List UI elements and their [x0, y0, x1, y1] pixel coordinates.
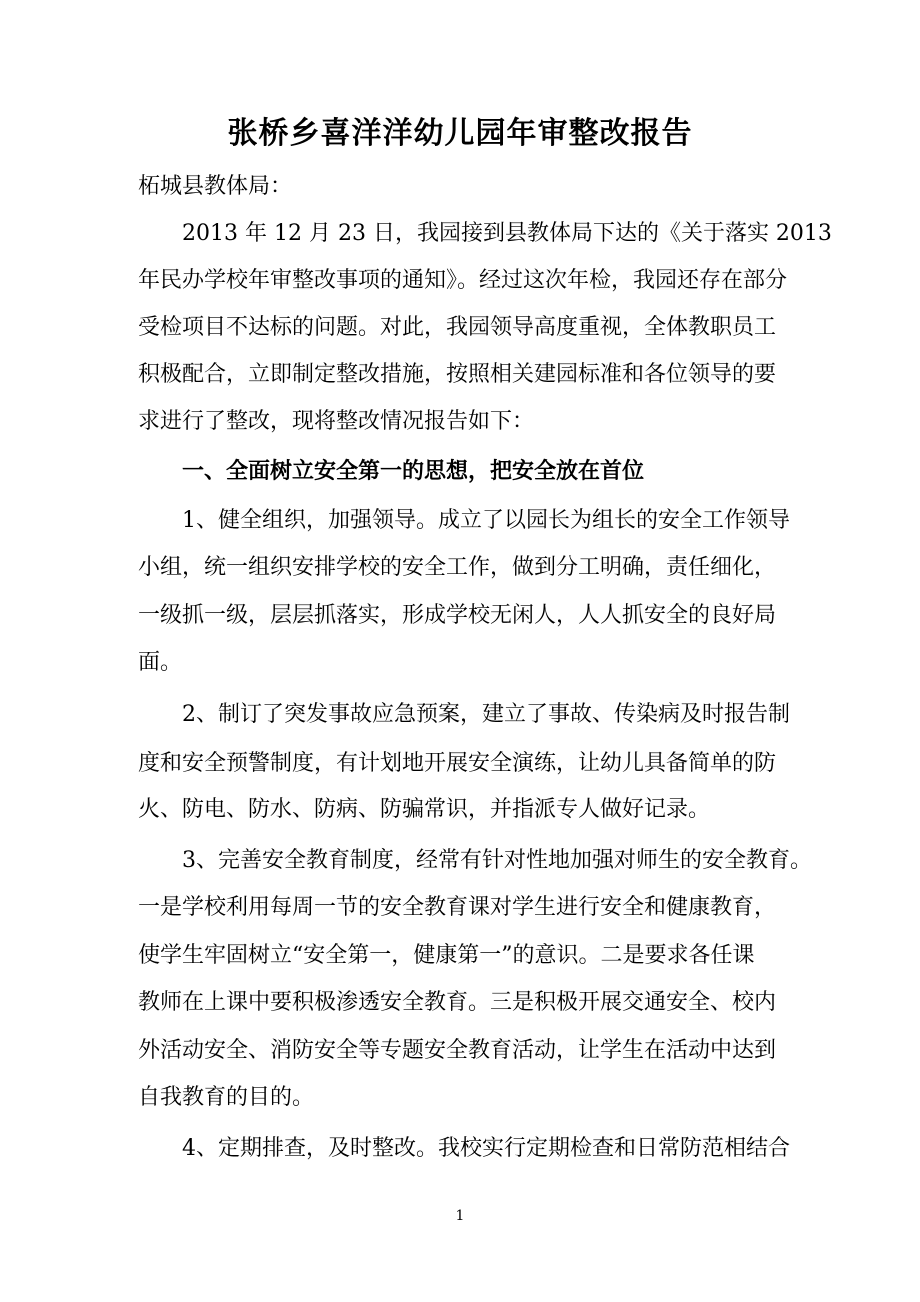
body-line: 一是学校利用每周一节的安全教育课对学生进行安全和健康教育，	[138, 895, 777, 920]
document-title: 张桥乡喜洋洋幼儿园年审整改报告	[227, 116, 693, 151]
body-line: 外活动安全、消防安全等专题安全教育活动，让学生在活动中达到	[138, 1038, 777, 1063]
salutation: 柘城县教体局：	[138, 174, 293, 199]
body-line: 小组，统一组织安排学校的安全工作，做到分工明确，责任细化，	[138, 555, 777, 580]
section-heading: 一、全面树立安全第一的思想，把安全放在首位	[182, 459, 645, 484]
body-line: 求进行了整改，现将整改情况报告如下：	[138, 409, 535, 434]
body-line: 3、完善安全教育制度，经常有针对性地加强对师生的安全教育。	[182, 848, 812, 873]
body-line: 使学生牢固树立“安全第一，健康第一”的意识。二是要求各任课	[138, 943, 755, 968]
body-line: 教师在上课中要积极渗透安全教育。三是积极开展交通安全、校内	[138, 990, 777, 1015]
body-line: 积极配合，立即制定整改措施，按照相关建园标准和各位领导的要	[138, 362, 777, 387]
body-line: 受检项目不达标的问题。对此，我园领导高度重视，全体教职员工	[138, 315, 777, 340]
body-line: 年民办学校年审整改事项的通知》。经过这次年检，我园还存在部分	[138, 268, 788, 293]
body-line: 度和安全预警制度，有计划地开展安全演练，让幼儿具备简单的防	[138, 751, 777, 776]
body-line: 1、健全组织，加强领导。成立了以园长为组长的安全工作领导	[182, 508, 790, 533]
body-line: 火、防电、防水、防病、防骗常识，并指派专人做好记录。	[138, 797, 711, 822]
page-number: 1	[455, 1208, 465, 1224]
body-line: 2013 年 12 月 23 日，我园接到县教体局下达的《关于落实 2013	[182, 221, 832, 246]
body-line: 自我教育的目的。	[138, 1085, 315, 1110]
body-line: 面。	[138, 650, 183, 675]
body-line: 2、制订了突发事故应急预案，建立了事故、传染病及时报告制	[182, 702, 790, 727]
body-line: 一级抓一级，层层抓落实，形成学校无闲人，人人抓安全的良好局	[138, 603, 777, 628]
body-line: 4、定期排查，及时整改。我校实行定期检查和日常防范相结合	[182, 1136, 790, 1161]
